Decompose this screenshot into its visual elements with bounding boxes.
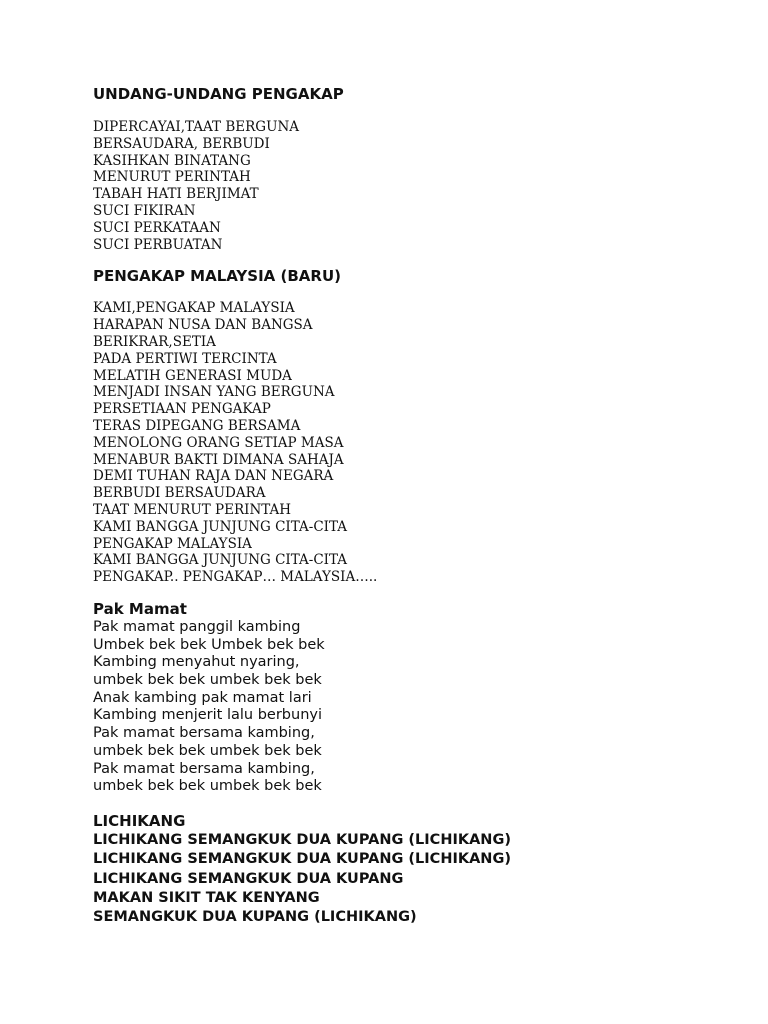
text-line: umbek bek bek umbek bek bek [93,742,322,759]
text-line: PADA PERTIWI TERCINTA [93,350,277,367]
section-body-undang-undang [93,119,733,253]
section-body-pengakap-malaysia [93,300,733,586]
text-line: BERSAUDARA, BERBUDI [93,135,270,152]
document-page [93,84,733,927]
text-line: KAMI BANGGA JUNJUNG CITA-CITA [93,552,348,569]
text-line: LICHIKANG SEMANGKUK DUA KUPANG (LICHIKANG) [93,831,511,848]
text-line: TAAT MENURUT PERINTAH [93,501,292,518]
section-heading-pengakap-malaysia: PENGAKAP MALAYSIA (BARU) [93,267,341,286]
text-line: KASIHKAN BINATANG [93,152,251,169]
text-line: TABAH HATI BERJIMAT [93,186,259,203]
text-line: LICHIKANG SEMANGKUK DUA KUPANG [93,870,404,887]
text-line: SUCI PERBUATAN [93,236,223,253]
text-line: Pak mamat bersama kambing, [93,760,315,777]
text-line: BERIKRAR,SETIA [93,333,216,350]
text-line: PENGAKAP MALAYSIA [93,535,252,552]
text-line: Kambing menjerit lalu berbunyi [93,707,322,724]
section-heading-pak-mamat: Pak Mamat [93,599,187,618]
text-line: Pak mamat bersama kambing, [93,725,315,742]
section-heading-undang-undang: UNDANG-UNDANG PENGAKAP [93,85,344,103]
text-line: Kambing menyahut nyaring, [93,654,300,671]
text-line: MENURUT PERINTAH [93,169,251,186]
text-line: MENJADI INSAN YANG BERGUNA [93,384,335,401]
text-line: DIPERCAYAI,TAAT BERGUNA [93,119,300,135]
text-line: LICHIKANG SEMANGKUK DUA KUPANG (LICHIKANG) [93,851,511,868]
text-line: TERAS DIPEGANG BERSAMA [93,417,301,434]
text-line: MELATIH GENERASI MUDA [93,367,292,384]
text-line: Pak mamat panggil kambing [93,618,301,635]
text-line: SUCI FIKIRAN [93,202,196,219]
text-line: KAMI BANGGA JUNJUNG CITA-CITA [93,518,348,535]
text-line: KAMI,PENGAKAP MALAYSIA [93,300,295,317]
text-line: umbek bek bek umbek bek bek [93,672,322,689]
text-line: umbek bek bek umbek bek bek [93,778,322,795]
text-line: DEMI TUHAN RAJA DAN NEGARA [93,468,334,485]
text-line: Anak kambing pak mamat lari [93,689,312,706]
text-line: PERSETIAAN PENGAKAP [93,401,271,418]
text-line: SUCI PERKATAAN [93,219,221,236]
text-line: HARAPAN NUSA DAN BANGSA [93,317,313,334]
text-line: Umbek bek bek Umbek bek bek [93,636,325,653]
section-body-pak-mamat [93,619,733,796]
section-heading-lichikang: LICHIKANG [93,811,186,830]
section-body-lichikang [93,831,733,927]
text-line: MAKAN SIKIT TAK KENYANG [93,889,320,906]
text-line: SEMANGKUK DUA KUPANG (LICHIKANG) [93,909,417,926]
text-line: MENABUR BAKTI DIMANA SAHAJA [93,451,344,468]
text-line: MENOLONG ORANG SETIAP MASA [93,434,344,451]
text-line: BERBUDI BERSAUDARA [93,485,266,502]
text-line: PENGAKAP.. PENGAKAP… MALAYSIA….. [93,569,378,586]
